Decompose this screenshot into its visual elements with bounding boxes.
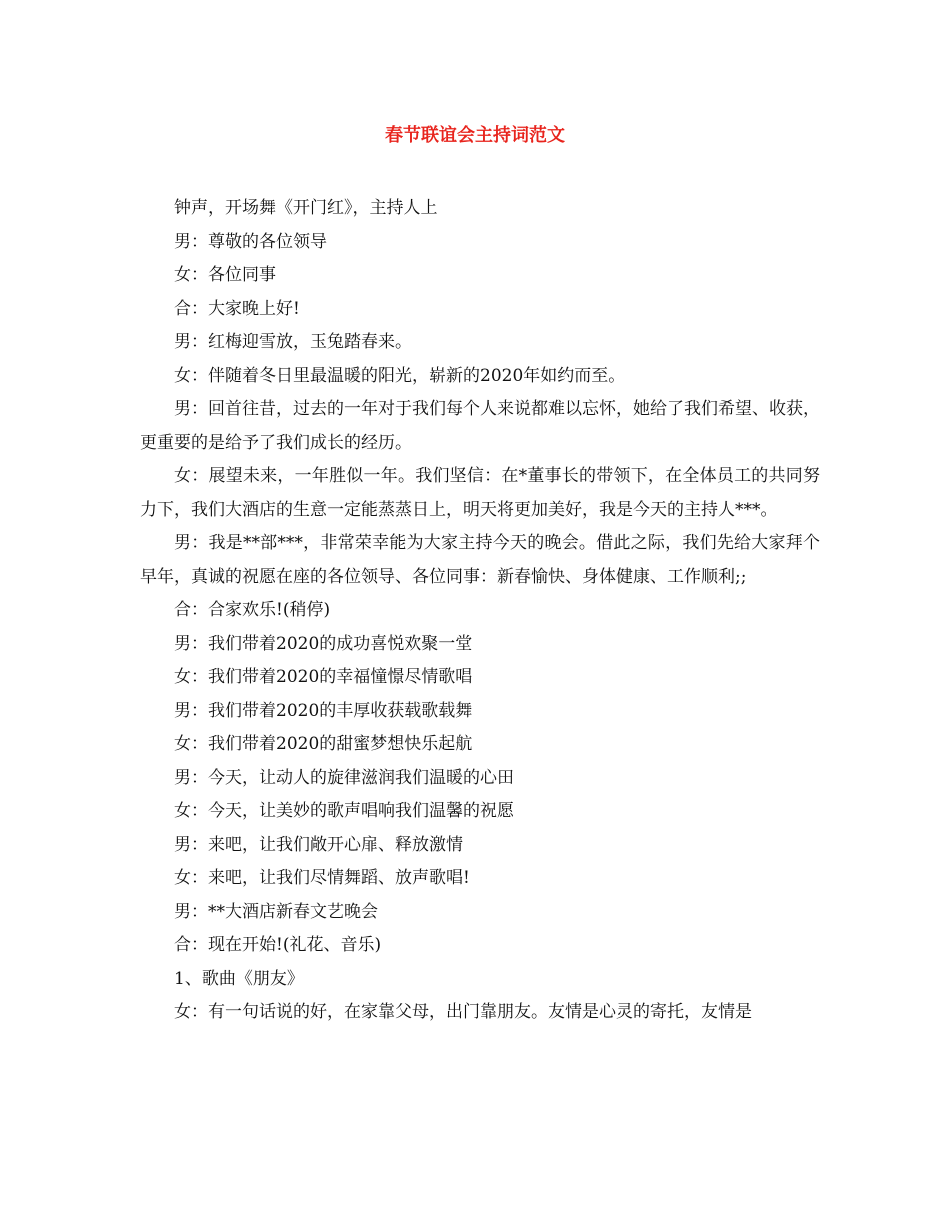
paragraph: 1、歌曲《朋友》 <box>174 968 304 989</box>
paragraph: 女：今天，让美妙的歌声唱响我们温馨的祝愿 <box>174 801 514 821</box>
paragraph: 男：今天，让动人的旋律滋润我们温暖的心田 <box>174 767 514 788</box>
paragraph: 男：回首往昔，过去的一年对于我们每个人来说都难以忘怀，她给了我们希望、收获，更重要的是给予了我们成长的经历。 <box>140 399 820 453</box>
paragraph: 女：来吧，让我们尽情舞蹈、放声歌唱! <box>174 868 470 888</box>
paragraph: 女：展望未来，一年胜似一年。我们坚信：在*董事长的带领下，在全体员工的共同努力下，我们大酒店的生意一定能蒸蒸日上，明天将更加美好，我是今天的主持人***。 <box>140 466 820 520</box>
paragraph: 女：我们带着2020的甜蜜梦想快乐起航 <box>174 734 473 754</box>
paragraph: 女：我们带着2020的幸福憧憬尽情歌唱 <box>174 667 473 687</box>
paragraph: 合：现在开始!(礼花、音乐) <box>174 935 382 955</box>
paragraph: 合：合家欢乐!(稍停) <box>174 600 331 620</box>
paragraph: 男：**大酒店新春文艺晚会 <box>174 901 378 922</box>
paragraph: 钟声，开场舞《开门红》，主持人上 <box>174 198 438 218</box>
document-title: 春节联谊会主持词范文 <box>385 125 565 146</box>
paragraph: 女：各位同事 <box>174 265 276 285</box>
paragraph: 男：我们带着2020的丰厚收获载歌载舞 <box>174 700 473 721</box>
paragraph: 男：我是**部***，非常荣幸能为大家主持今天的晚会。借此之际，我们先给大家拜个早年，真诚的祝愿在座的各位领导、各位同事：新春愉快、身体健康、工作顺利;; <box>140 533 820 587</box>
paragraph: 女：有一句话说的好，在家靠父母，出门靠朋友。友情是心灵的寄托，友情是 <box>174 1002 752 1022</box>
paragraph: 男：来吧，让我们敞开心扉、释放激情 <box>174 834 463 855</box>
paragraph: 男：我们带着2020的成功喜悦欢聚一堂 <box>174 633 473 654</box>
paragraph: 男：红梅迎雪放，玉兔踏春来。 <box>174 332 412 352</box>
paragraph: 女：伴随着冬日里最温暖的阳光，崭新的2020年如约而至。 <box>174 365 626 386</box>
paragraph: 男：尊敬的各位领导 <box>174 231 327 252</box>
paragraph: 合：大家晚上好! <box>174 298 300 319</box>
document-body <box>140 192 820 1030</box>
